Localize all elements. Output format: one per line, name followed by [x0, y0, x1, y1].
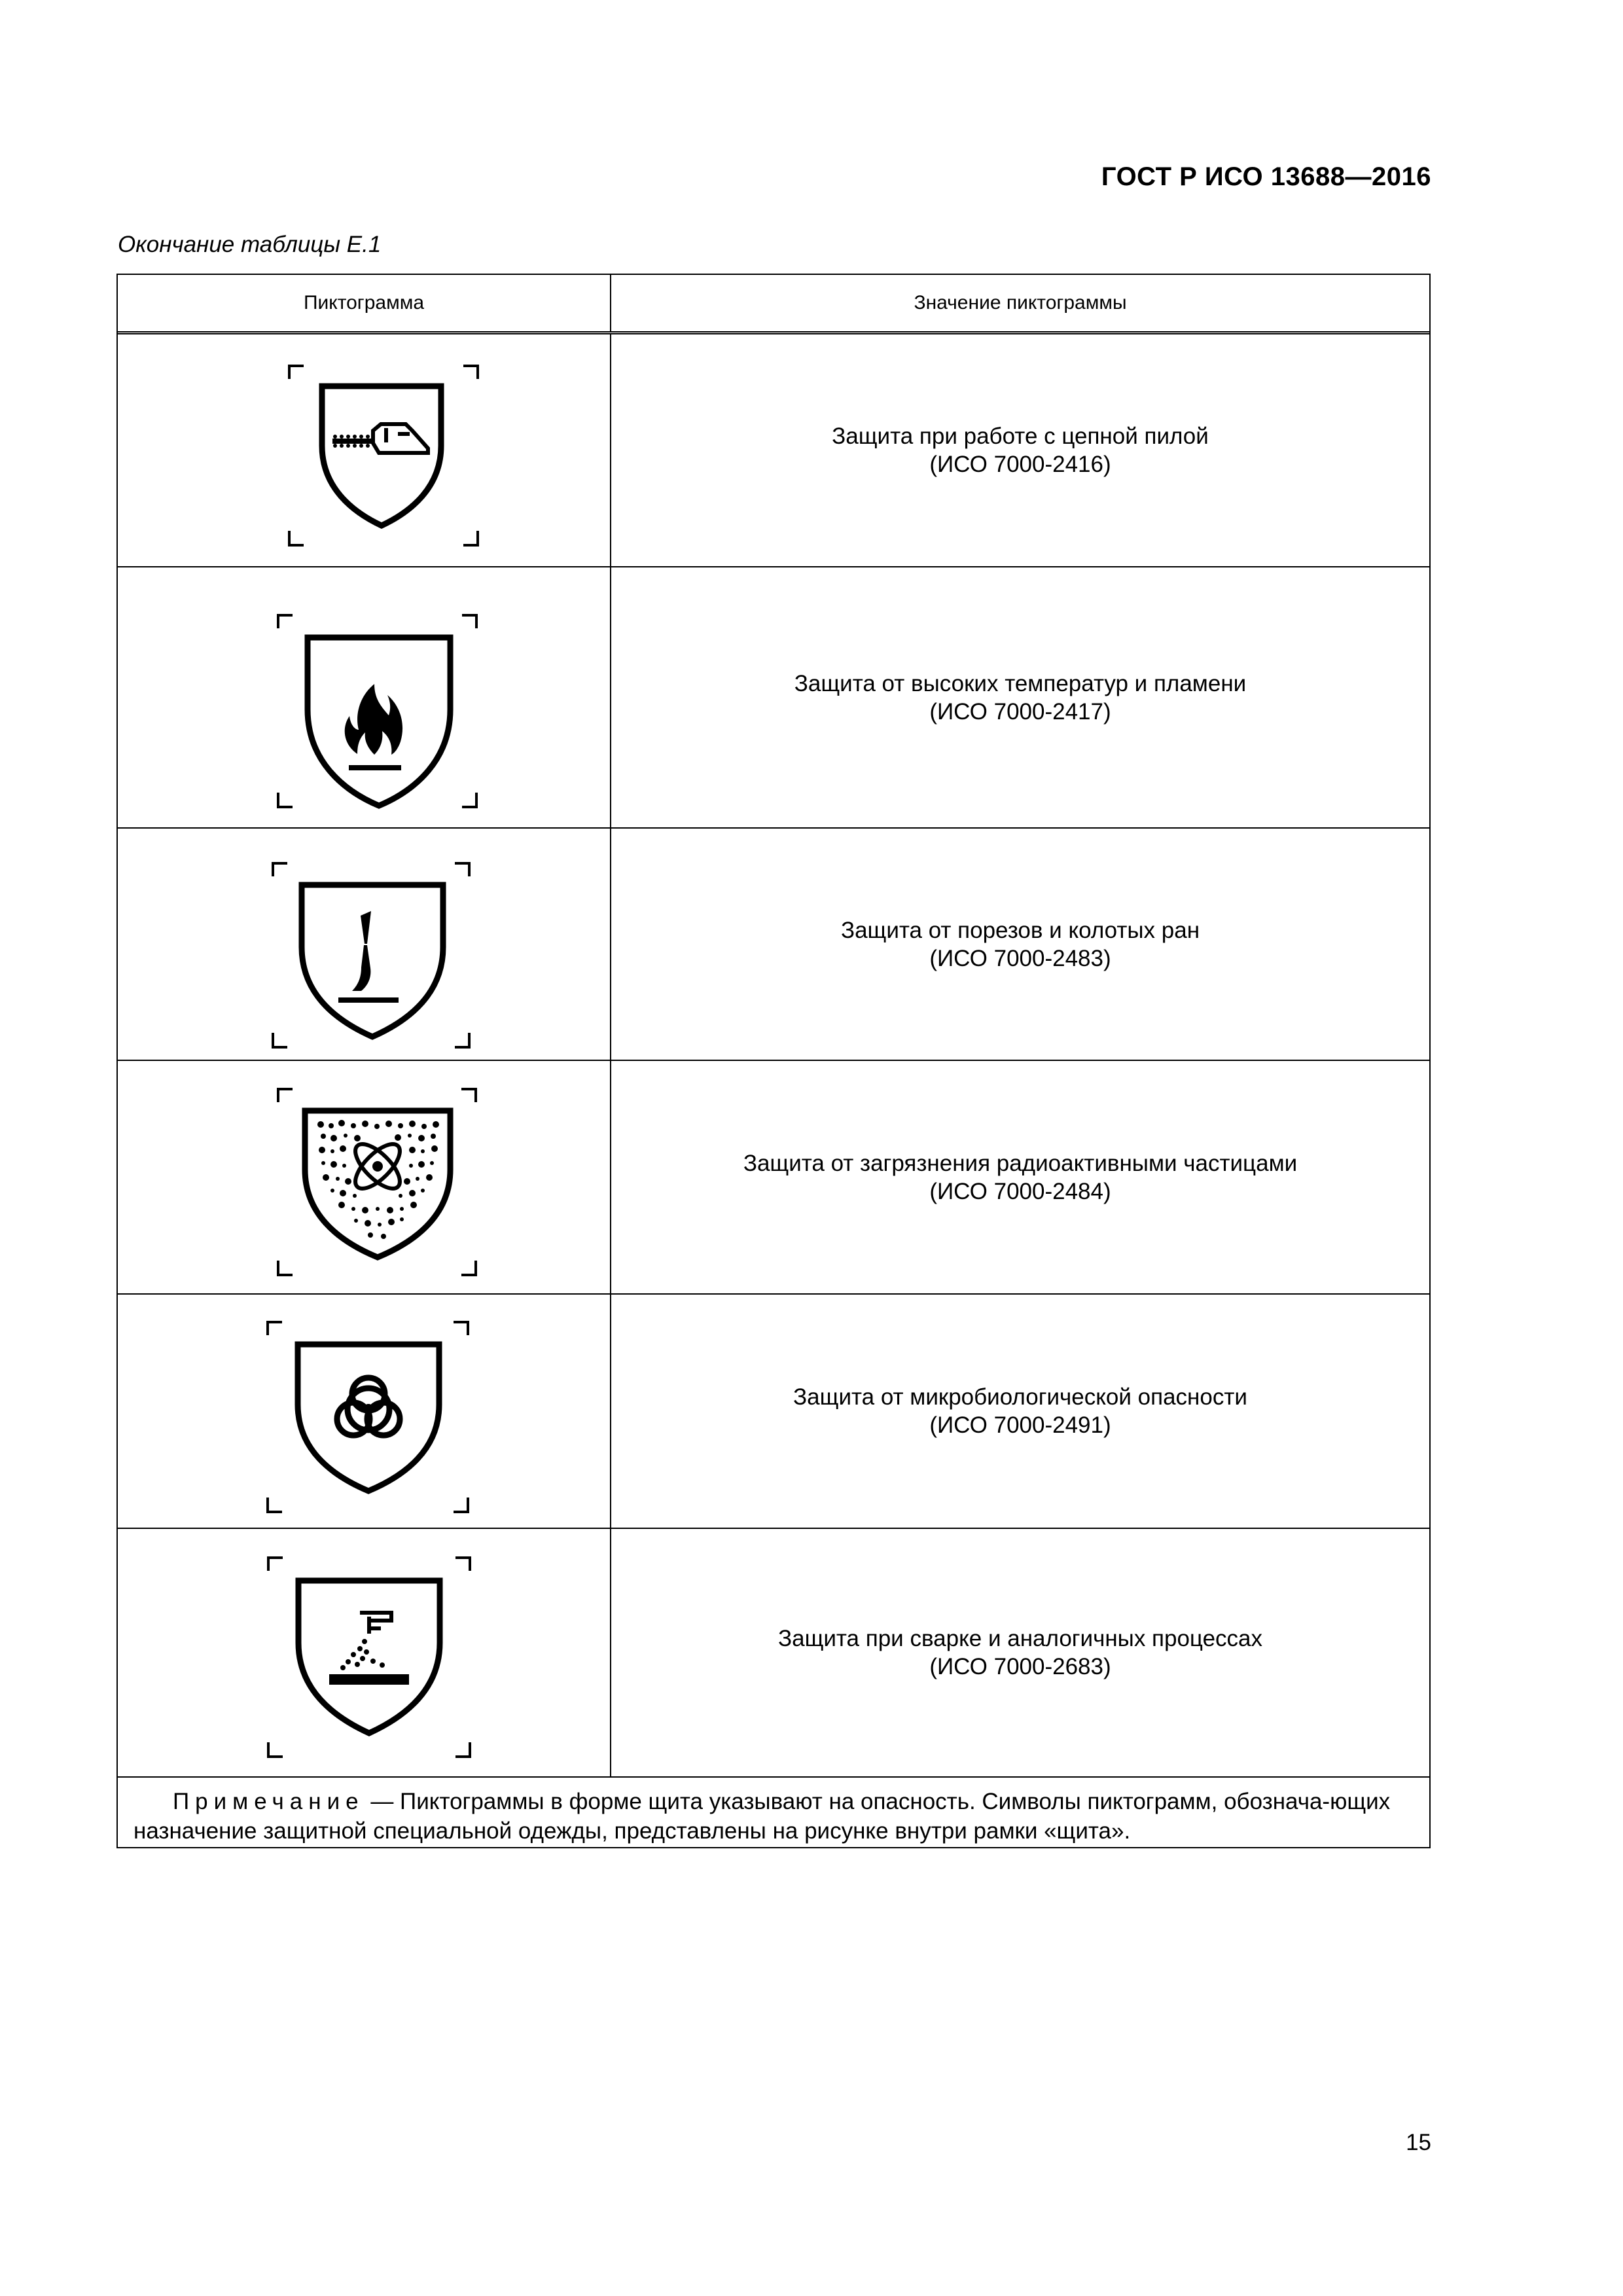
- meaning-title: Защита от высоких температур и пламени: [794, 670, 1247, 696]
- table-note: [118, 1778, 1429, 1848]
- pictogram-cell: [118, 1529, 611, 1776]
- welding-shield-icon: [118, 1529, 611, 1778]
- meaning-title: Защита от загрязнения радиоактивными частицами: [743, 1150, 1298, 1176]
- meaning-title: Защита от микробиологической опасности: [793, 1384, 1247, 1410]
- table-row: [118, 829, 1429, 1061]
- meaning-title: Защита при сварке и аналогичных процессах: [777, 1626, 1263, 1651]
- flame-shield-icon: [118, 567, 611, 829]
- meaning-title: Защита при работе с цепной пилой: [832, 423, 1209, 449]
- meaning-title: Защита от порезов и колотых ран: [840, 917, 1200, 943]
- pictogram-cell: [118, 1295, 611, 1528]
- meaning-reference: (ИСО 7000-2484): [929, 1178, 1111, 1204]
- note-text: — Пиктограммы в форме щита указывают на опасность. Символы пиктограмм, обознача-ющих назначение защитной специальной одежды, представлены на рисунке внутри рамки «щита».: [134, 1789, 1391, 1844]
- note-label: Примечание: [173, 1789, 365, 1814]
- meaning-reference: (ИСО 7000-2483): [929, 945, 1111, 971]
- meaning-reference: (ИСО 7000-2491): [929, 1412, 1111, 1438]
- pictogram-cell: [118, 567, 611, 827]
- document-code: ГОСТ Р ИСО 13688—2016: [1101, 162, 1431, 191]
- table-row: [118, 334, 1429, 567]
- meaning-reference: (ИСО 7000-2417): [929, 698, 1111, 725]
- radioactive-particles-shield-icon: [118, 1061, 611, 1295]
- meaning-cell: [611, 1529, 1429, 1776]
- meaning-cell: [611, 334, 1429, 566]
- table-row: [118, 1529, 1429, 1778]
- pictogram-table: [116, 274, 1431, 1848]
- table-row: [118, 1061, 1429, 1295]
- knife-shield-icon: [118, 829, 611, 1061]
- meaning-cell: [611, 1061, 1429, 1293]
- meaning-cell: [611, 1295, 1429, 1528]
- biohazard-shield-icon: [118, 1295, 611, 1529]
- page-number: 15: [1406, 2130, 1431, 2155]
- table-caption: Окончание таблицы Е.1: [118, 232, 382, 257]
- meaning-reference: (ИСО 7000-2683): [929, 1654, 1111, 1679]
- column-header-meaning: Значение пиктограммы: [914, 292, 1127, 314]
- meaning-cell: [611, 567, 1429, 827]
- pictogram-cell: [118, 334, 611, 566]
- table-row: [118, 1295, 1429, 1529]
- pictogram-cell: [118, 829, 611, 1060]
- pictogram-cell: [118, 1061, 611, 1293]
- chainsaw-shield-icon: [118, 334, 611, 567]
- table-header: [118, 275, 1429, 334]
- table-row: [118, 567, 1429, 829]
- meaning-reference: (ИСО 7000-2416): [929, 452, 1111, 477]
- column-header-pictogram: Пиктограмма: [118, 275, 611, 331]
- meaning-cell: [611, 829, 1429, 1060]
